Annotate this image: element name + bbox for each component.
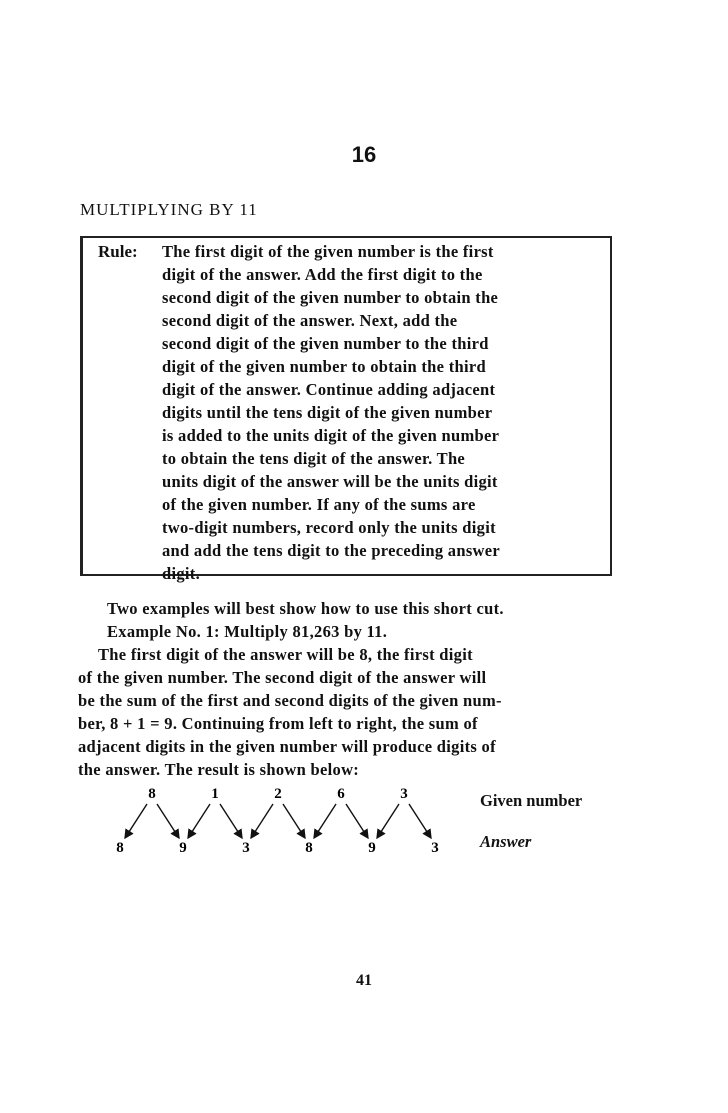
paragraph-line: adjacent digits in the given number will produce digits of bbox=[78, 737, 496, 756]
answer-digit: 9 bbox=[368, 840, 376, 856]
rule-line: and add the tens digit to the preceding answer bbox=[162, 541, 501, 560]
rule-line: two-digit numbers, record only the units digit bbox=[162, 518, 496, 537]
diagram-arrow bbox=[188, 804, 210, 838]
answer-digit: 3 bbox=[242, 840, 250, 856]
rule-label: Rule: bbox=[98, 242, 138, 261]
given-digit: 6 bbox=[337, 786, 345, 802]
diagram-arrow bbox=[220, 804, 242, 838]
answer-digit: 8 bbox=[305, 840, 313, 856]
diagram-arrow bbox=[251, 804, 273, 838]
rule-line: The first digit of the given number is the first bbox=[162, 242, 494, 261]
diagram-arrows bbox=[125, 804, 431, 838]
rule-line: to obtain the tens digit of the answer. The bbox=[162, 449, 466, 468]
paragraph-line: of the given number. The second digit of the answer will bbox=[78, 668, 487, 687]
rule-line: second digit of the given number to obtain the bbox=[162, 288, 499, 307]
answer-digits bbox=[116, 840, 439, 856]
chapter-number: 16 bbox=[351, 142, 377, 167]
diagram-arrow bbox=[283, 804, 305, 838]
diagram-arrow bbox=[409, 804, 431, 838]
given-digit: 8 bbox=[148, 786, 156, 802]
paragraph-line: the answer. The result is shown below: bbox=[78, 760, 360, 779]
rule-line: is added to the units digit of the given number bbox=[162, 426, 500, 445]
diagram-arrow bbox=[157, 804, 179, 838]
paragraph-line: ber, 8 + 1 = 9. Continuing from left to right, the sum of bbox=[78, 714, 478, 733]
given-digit: 3 bbox=[400, 786, 408, 802]
section-title: MULTIPLYING BY 11 bbox=[80, 200, 258, 219]
page-number: 41 bbox=[356, 972, 372, 989]
answer-label: Answer bbox=[480, 832, 532, 851]
diagram-arrow bbox=[377, 804, 399, 838]
rule-line: digit of the given number to obtain the third bbox=[162, 357, 486, 376]
given-number-label: Given number bbox=[480, 791, 583, 810]
rule-line: digit of the answer. Add the first digit to the bbox=[162, 265, 483, 284]
example-label: Example No. 1: Multiply 81,263 by 11. bbox=[107, 622, 388, 641]
rule-line: second digit of the answer. Next, add the bbox=[162, 311, 458, 330]
answer-digit: 8 bbox=[116, 840, 124, 856]
paragraph-line: be the sum of the first and second digits of the given num- bbox=[78, 691, 502, 710]
paragraph-line: The first digit of the answer will be 8, the first digit bbox=[98, 645, 473, 664]
rule-line: of the given number. If any of the sums are bbox=[162, 495, 476, 514]
rule-line: digit. bbox=[162, 564, 201, 583]
answer-digit: 3 bbox=[431, 840, 439, 856]
given-digit: 2 bbox=[274, 786, 282, 802]
intro-line: Two examples will best show how to use this short cut. bbox=[107, 599, 504, 618]
given-digits bbox=[148, 786, 408, 802]
given-digit: 1 bbox=[211, 786, 219, 802]
rule-line: digits until the tens digit of the given number bbox=[162, 403, 493, 422]
diagram-arrow bbox=[125, 804, 147, 838]
multiplication-diagram bbox=[100, 780, 450, 860]
rule-line: digit of the answer. Continue adding adjacent bbox=[162, 380, 496, 399]
rule-line: units digit of the answer will be the units digit bbox=[162, 472, 498, 491]
diagram-arrow bbox=[314, 804, 336, 838]
answer-digit: 9 bbox=[179, 840, 187, 856]
diagram-arrow bbox=[346, 804, 368, 838]
rule-line: second digit of the given number to the third bbox=[162, 334, 489, 353]
